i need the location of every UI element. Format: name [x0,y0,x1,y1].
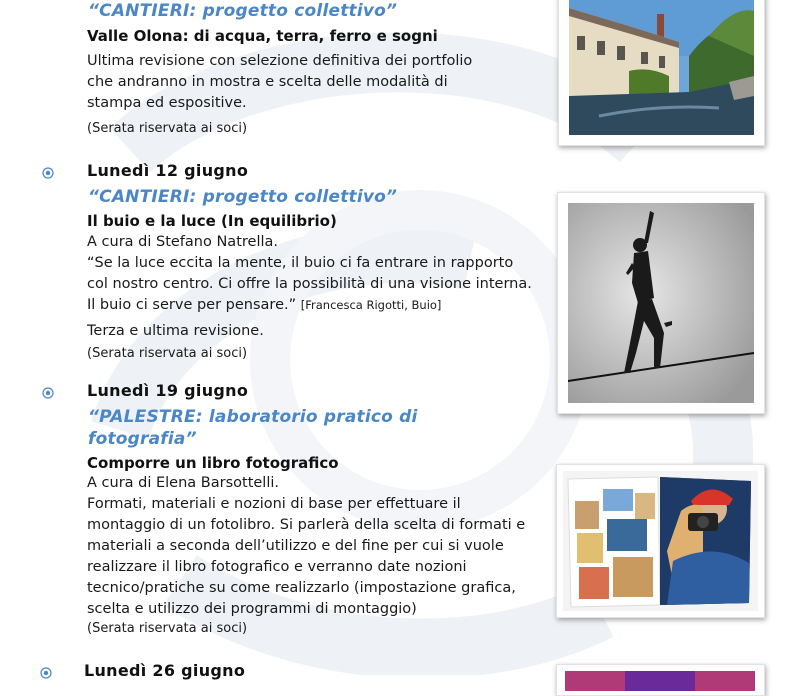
photo-libro-fotografico [556,464,765,618]
photo-26-giugno [556,664,765,696]
entry-subtitle: Comporre un libro fotografico [87,454,339,472]
photo-il-buio-e-la-luce [557,192,765,414]
target-bullet-icon [40,667,52,679]
entry-description: Formati, materiali e nozioni di base per effettuare il montaggio di un fotolibro. Si parlerà della scelta di formati e materiali a seconda dell’utilizzo e del fine per cui si vuole realizzare il libro fotografico e verranno date nozioni tecnico/pratiche su come realizzarlo (impostazione grafica, scelta e utilizzo dei programmi di montaggio) [87,496,526,617]
entry-members-note: (Serata riservata ai soci) [87,621,248,636]
entry-members-note: (Serata riservata ai soci) [87,121,248,136]
target-bullet-icon [42,387,54,399]
entry-series-title: “CANTIERI: progetto collettivo” [88,1,398,21]
entry-subtitle: Valle Olona: di acqua, terra, ferro e sogni [87,27,438,45]
entry-date: Lunedì 19 giugno [87,381,249,400]
target-bullet-icon [42,167,54,179]
entry-series-title: “PALESTRE: laboratorio pratico di fotografia” [88,407,418,449]
entry-date: Lunedì 26 giugno [84,661,246,680]
photo-valle-olona [558,0,765,146]
entry-description: Ultima revisione con selezione definitiva dei portfolio che andranno in mostra e scelta delle modalità di stampa ed espositive. [87,53,473,111]
entry-description: Terza e ultima revisione. [87,323,264,339]
entry-quote-source: [Francesca Rigotti, Buio] [300,298,442,312]
entry-subtitle: Il buio e la luce (In equilibrio) [87,212,337,230]
entry-quote: “Se la luce eccita la mente, il buio ci fa entrare in rapporto col nostro centro. Ci offre la possibilità di una visione interna. Il buio ci serve per pensare.” [87,255,532,313]
entry-curator: A cura di Stefano Natrella. [87,234,278,250]
entry-date: Lunedì 12 giugno [87,161,249,180]
entry-members-note: (Serata riservata ai soci) [87,346,248,361]
entry-series-title: “CANTIERI: progetto collettivo” [88,187,398,207]
entry-curator: A cura di Elena Barsottelli. [87,475,279,491]
entry-quote-block [87,253,532,316]
